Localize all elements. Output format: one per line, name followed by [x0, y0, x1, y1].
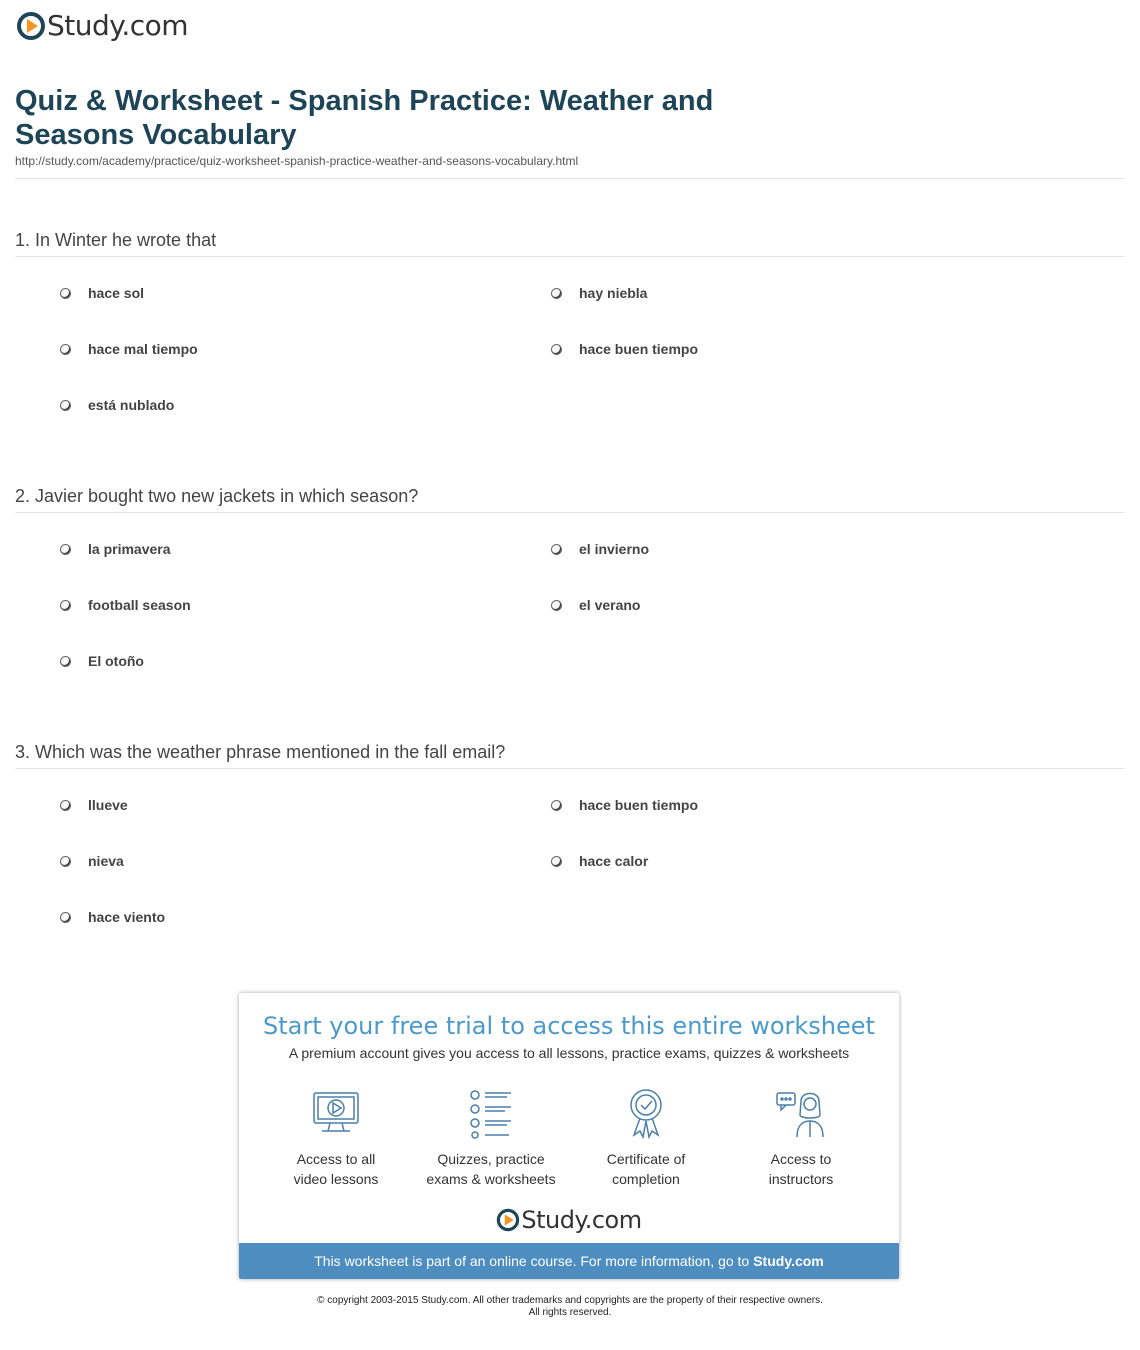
radio-button[interactable] — [551, 856, 562, 867]
feature-quizzes — [411, 1087, 571, 1189]
free-trial-promo — [239, 993, 899, 1279]
feature-label-line2: video lessons — [293, 1171, 379, 1187]
promo-info-bar — [239, 1243, 899, 1279]
option-label: hace buen tiempo — [579, 341, 699, 357]
option-label: hace viento — [88, 909, 166, 925]
feature-label-line2: exams & worksheets — [426, 1171, 556, 1187]
question-3-divider — [15, 768, 1125, 769]
q3-option-5[interactable] — [60, 909, 165, 925]
question-1-divider — [15, 256, 1125, 257]
option-label: hace sol — [88, 285, 145, 301]
radio-button[interactable] — [551, 288, 562, 299]
q3-option-2[interactable] — [551, 797, 698, 813]
promo-title[interactable]: Start your free trial to access this entire worksheet — [263, 1012, 875, 1040]
instructor-icon — [775, 1087, 827, 1139]
option-label: hace mal tiempo — [88, 341, 198, 357]
feature-label-line2: instructors — [768, 1171, 834, 1187]
option-label: nieva — [88, 853, 124, 869]
radio-button[interactable] — [60, 544, 71, 555]
option-label: llueve — [88, 797, 128, 813]
feature-label-line1: Certificate of — [606, 1151, 686, 1167]
q3-option-4[interactable] — [551, 853, 648, 869]
option-label: hay niebla — [579, 285, 648, 301]
study-logo[interactable] — [16, 9, 188, 42]
page-title: Quiz & Worksheet - Spanish Practice: Weather and Seasons Vocabulary — [15, 85, 714, 151]
video-lesson-icon — [310, 1087, 362, 1139]
q3-option-1[interactable] — [60, 797, 128, 813]
copyright-line2: All rights reserved. — [528, 1307, 612, 1318]
q1-option-5[interactable] — [60, 397, 174, 413]
q1-option-3[interactable] — [60, 341, 198, 357]
option-label: la primavera — [88, 541, 171, 557]
feature-certificate — [566, 1087, 726, 1189]
page-url: http://study.com/academy/practice/quiz-worksheet-spanish-practice-weather-and-seasons-vocabulary.html — [15, 154, 579, 168]
question-3: 3. Which was the weather phrase mentioned in the fall email? — [15, 742, 506, 762]
option-label: El otoño — [88, 653, 144, 669]
radio-button[interactable] — [60, 656, 71, 667]
radio-button[interactable] — [60, 288, 71, 299]
radio-button[interactable] — [60, 400, 71, 411]
certificate-icon — [620, 1087, 672, 1139]
q2-option-2[interactable] — [551, 541, 649, 557]
feature-video-lessons — [256, 1087, 416, 1189]
study-logo-icon — [16, 11, 46, 41]
quiz-list-icon — [465, 1087, 517, 1139]
q3-option-3[interactable] — [60, 853, 124, 869]
q2-option-1[interactable] — [60, 541, 171, 557]
radio-button[interactable] — [60, 800, 71, 811]
option-label: hace buen tiempo — [579, 797, 699, 813]
option-label: el verano — [579, 597, 641, 613]
q1-option-1[interactable] — [60, 285, 144, 301]
question-1: 1. In Winter he wrote that — [15, 230, 217, 250]
feature-label-line1: Quizzes, practice — [437, 1151, 545, 1167]
copyright-line1: © copyright 2003-2015 Study.com. All other trademarks and copyrights are the property of their respective owners. — [317, 1295, 823, 1306]
promo-study-logo[interactable] — [239, 1206, 899, 1234]
study-logo-text: Study.com — [47, 9, 189, 42]
radio-button[interactable] — [551, 600, 562, 611]
radio-button[interactable] — [551, 544, 562, 555]
q2-option-4[interactable] — [551, 597, 640, 613]
q1-option-2[interactable] — [551, 285, 647, 301]
option-label: el invierno — [579, 541, 650, 557]
promo-bar-link[interactable]: Study.com — [753, 1253, 824, 1269]
feature-instructors — [721, 1087, 881, 1189]
copyright-footer — [0, 1295, 1140, 1319]
radio-button[interactable] — [551, 800, 562, 811]
feature-label-line1: Access to — [770, 1151, 832, 1167]
option-label: football season — [88, 597, 191, 613]
feature-label-line1: Access to all — [296, 1151, 376, 1167]
radio-button[interactable] — [60, 912, 71, 923]
feature-label-line2: completion — [612, 1171, 680, 1187]
question-2: 2. Javier bought two new jackets in which season? — [15, 486, 419, 506]
study-logo-icon — [496, 1208, 520, 1232]
option-label: hace calor — [579, 853, 649, 869]
radio-button[interactable] — [60, 856, 71, 867]
q2-option-3[interactable] — [60, 597, 191, 613]
promo-logo-text: Study.com — [521, 1206, 642, 1234]
q2-option-5[interactable] — [60, 653, 144, 669]
header-divider — [15, 178, 1125, 179]
q1-option-4[interactable] — [551, 341, 698, 357]
promo-bar-text: This worksheet is part of an online course. For more information, go to — [314, 1253, 750, 1269]
radio-button[interactable] — [60, 600, 71, 611]
option-label: está nublado — [88, 397, 175, 413]
promo-subtitle: A premium account gives you access to all lessons, practice exams, quizzes & worksheets — [288, 1045, 850, 1061]
question-2-divider — [15, 512, 1125, 513]
radio-button[interactable] — [551, 344, 562, 355]
radio-button[interactable] — [60, 344, 71, 355]
